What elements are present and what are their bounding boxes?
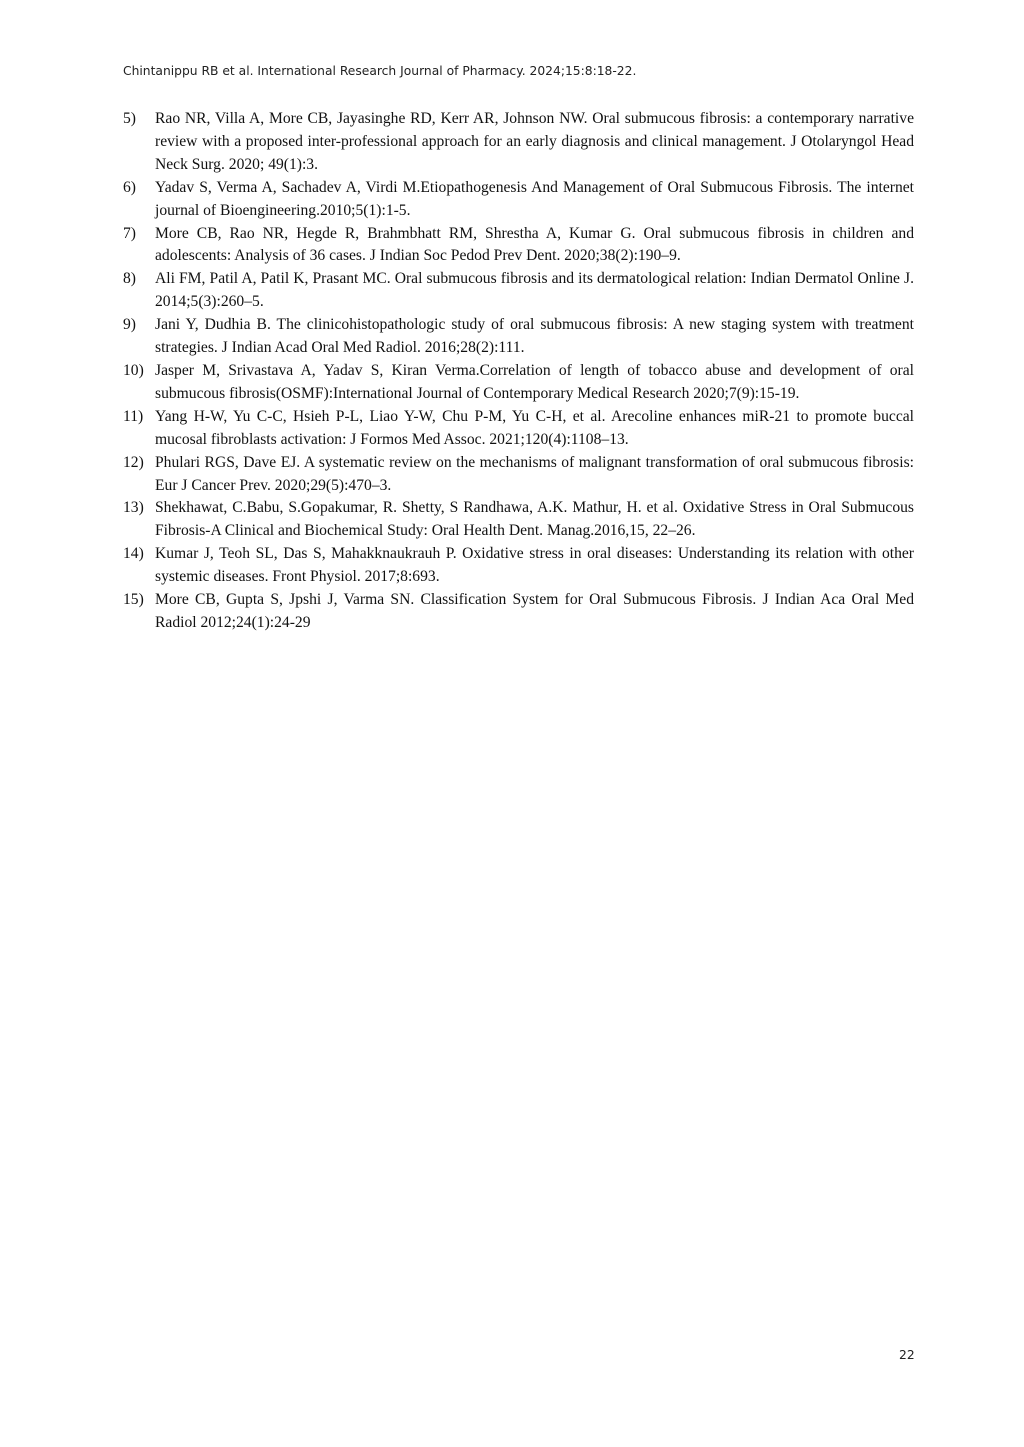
reference-number: 6) [123,178,136,196]
reference-number: 15) [123,591,144,609]
reference-number: 8) [123,270,136,288]
reference-number: 9) [123,316,136,334]
reference-text: Ali FM, Patil A, Patil K, Prasant MC. Oral submucous fibrosis and its dermatological relation: Indian Dermatol Online J. 2014;5(3):260–5. [155,270,914,311]
reference-number: 12) [123,453,144,471]
reference-item [123,177,914,223]
reference-number: 10) [123,361,144,379]
reference-text: More CB, Gupta S, Jpshi J, Varma SN. Classification System for Oral Submucous Fibrosis. J Indian Aca Oral Med Radiol 2012;24(1):24-29 [155,591,914,631]
reference-item [123,589,914,635]
reference-text: Shekhawat, C.Babu, S.Gopakumar, R. Shetty, S Randhawa, A.K. Mathur, H. et al. Oxidative Stress in Oral Submucous Fibrosis-A Clinical and Biochemical Study: Oral Health Dent. Manag.2016,15, 22–26. [155,499,914,540]
reference-item [123,452,914,498]
reference-number: 11) [123,407,144,425]
running-header: Chintanippu RB et al. International Research Journal of Pharmacy. 2024;15:8:18-22. [123,64,637,78]
reference-item [123,497,914,543]
reference-item [123,543,914,589]
reference-number: 7) [123,224,136,242]
reference-text: Kumar J, Teoh SL, Das S, Mahakknaukrauh P. Oxidative stress in oral diseases: Understanding its relation with other systemic diseases. Front Physiol. 2017;8:693. [155,545,914,586]
reference-text: Yang H-W, Yu C-C, Hsieh P-L, Liao Y-W, Chu P-M, Yu C-H, et al. Arecoline enhances miR-21 to promote buccal mucosal fibroblasts activation: J Formos Med Assoc. 2021;120(4):1108–13. [155,407,914,448]
reference-text: More CB, Rao NR, Hegde R, Brahmbhatt RM, Shrestha A, Kumar G. Oral submucous fibrosis in children and adolescents: Analysis of 36 cases. J Indian Soc Pedod Prev Dent. 2020;38(2):190–9. [155,224,914,265]
reference-text: Phulari RGS, Dave EJ. A systematic review on the mechanisms of malignant transformation of oral submucous fibrosis: Eur J Cancer Prev. 2020;29(5):470–3. [155,453,914,494]
reference-item [123,108,914,177]
page-number: 22 [899,1348,915,1362]
reference-list [123,108,914,635]
reference-item [123,268,914,314]
reference-number: 5) [123,110,136,127]
reference-item [123,223,914,269]
reference-item [123,406,914,452]
reference-text: Jasper M, Srivastava A, Yadav S, Kiran Verma.Correlation of length of tobacco abuse and development of oral submucous fibrosis(OSMF):International Journal of Contemporary Medical Research 2020;7(9):15-19. [155,361,914,402]
reference-item [123,314,914,360]
reference-number: 13) [123,499,144,517]
reference-text: Rao NR, Villa A, More CB, Jayasinghe RD, Kerr AR, Johnson NW. Oral submucous fibrosis: a contemporary narrative review with a proposed inter-professional approach for an early diagnosis and clinical management. J Otolaryngol Head Neck Surg. 2020; 49(1):3. [155,110,914,173]
reference-item [123,360,914,406]
reference-text: Jani Y, Dudhia B. The clinicohistopathologic study of oral submucous fibrosis: A new staging system with treatment strategies. J Indian Acad Oral Med Radiol. 2016;28(2):111. [155,316,914,357]
reference-text: Yadav S, Verma A, Sachadev A, Virdi M.Etiopathogenesis And Management of Oral Submucous Fibrosis. The internet journal of Bioengineering.2010;5(1):1-5. [155,178,914,219]
reference-number: 14) [123,545,144,563]
